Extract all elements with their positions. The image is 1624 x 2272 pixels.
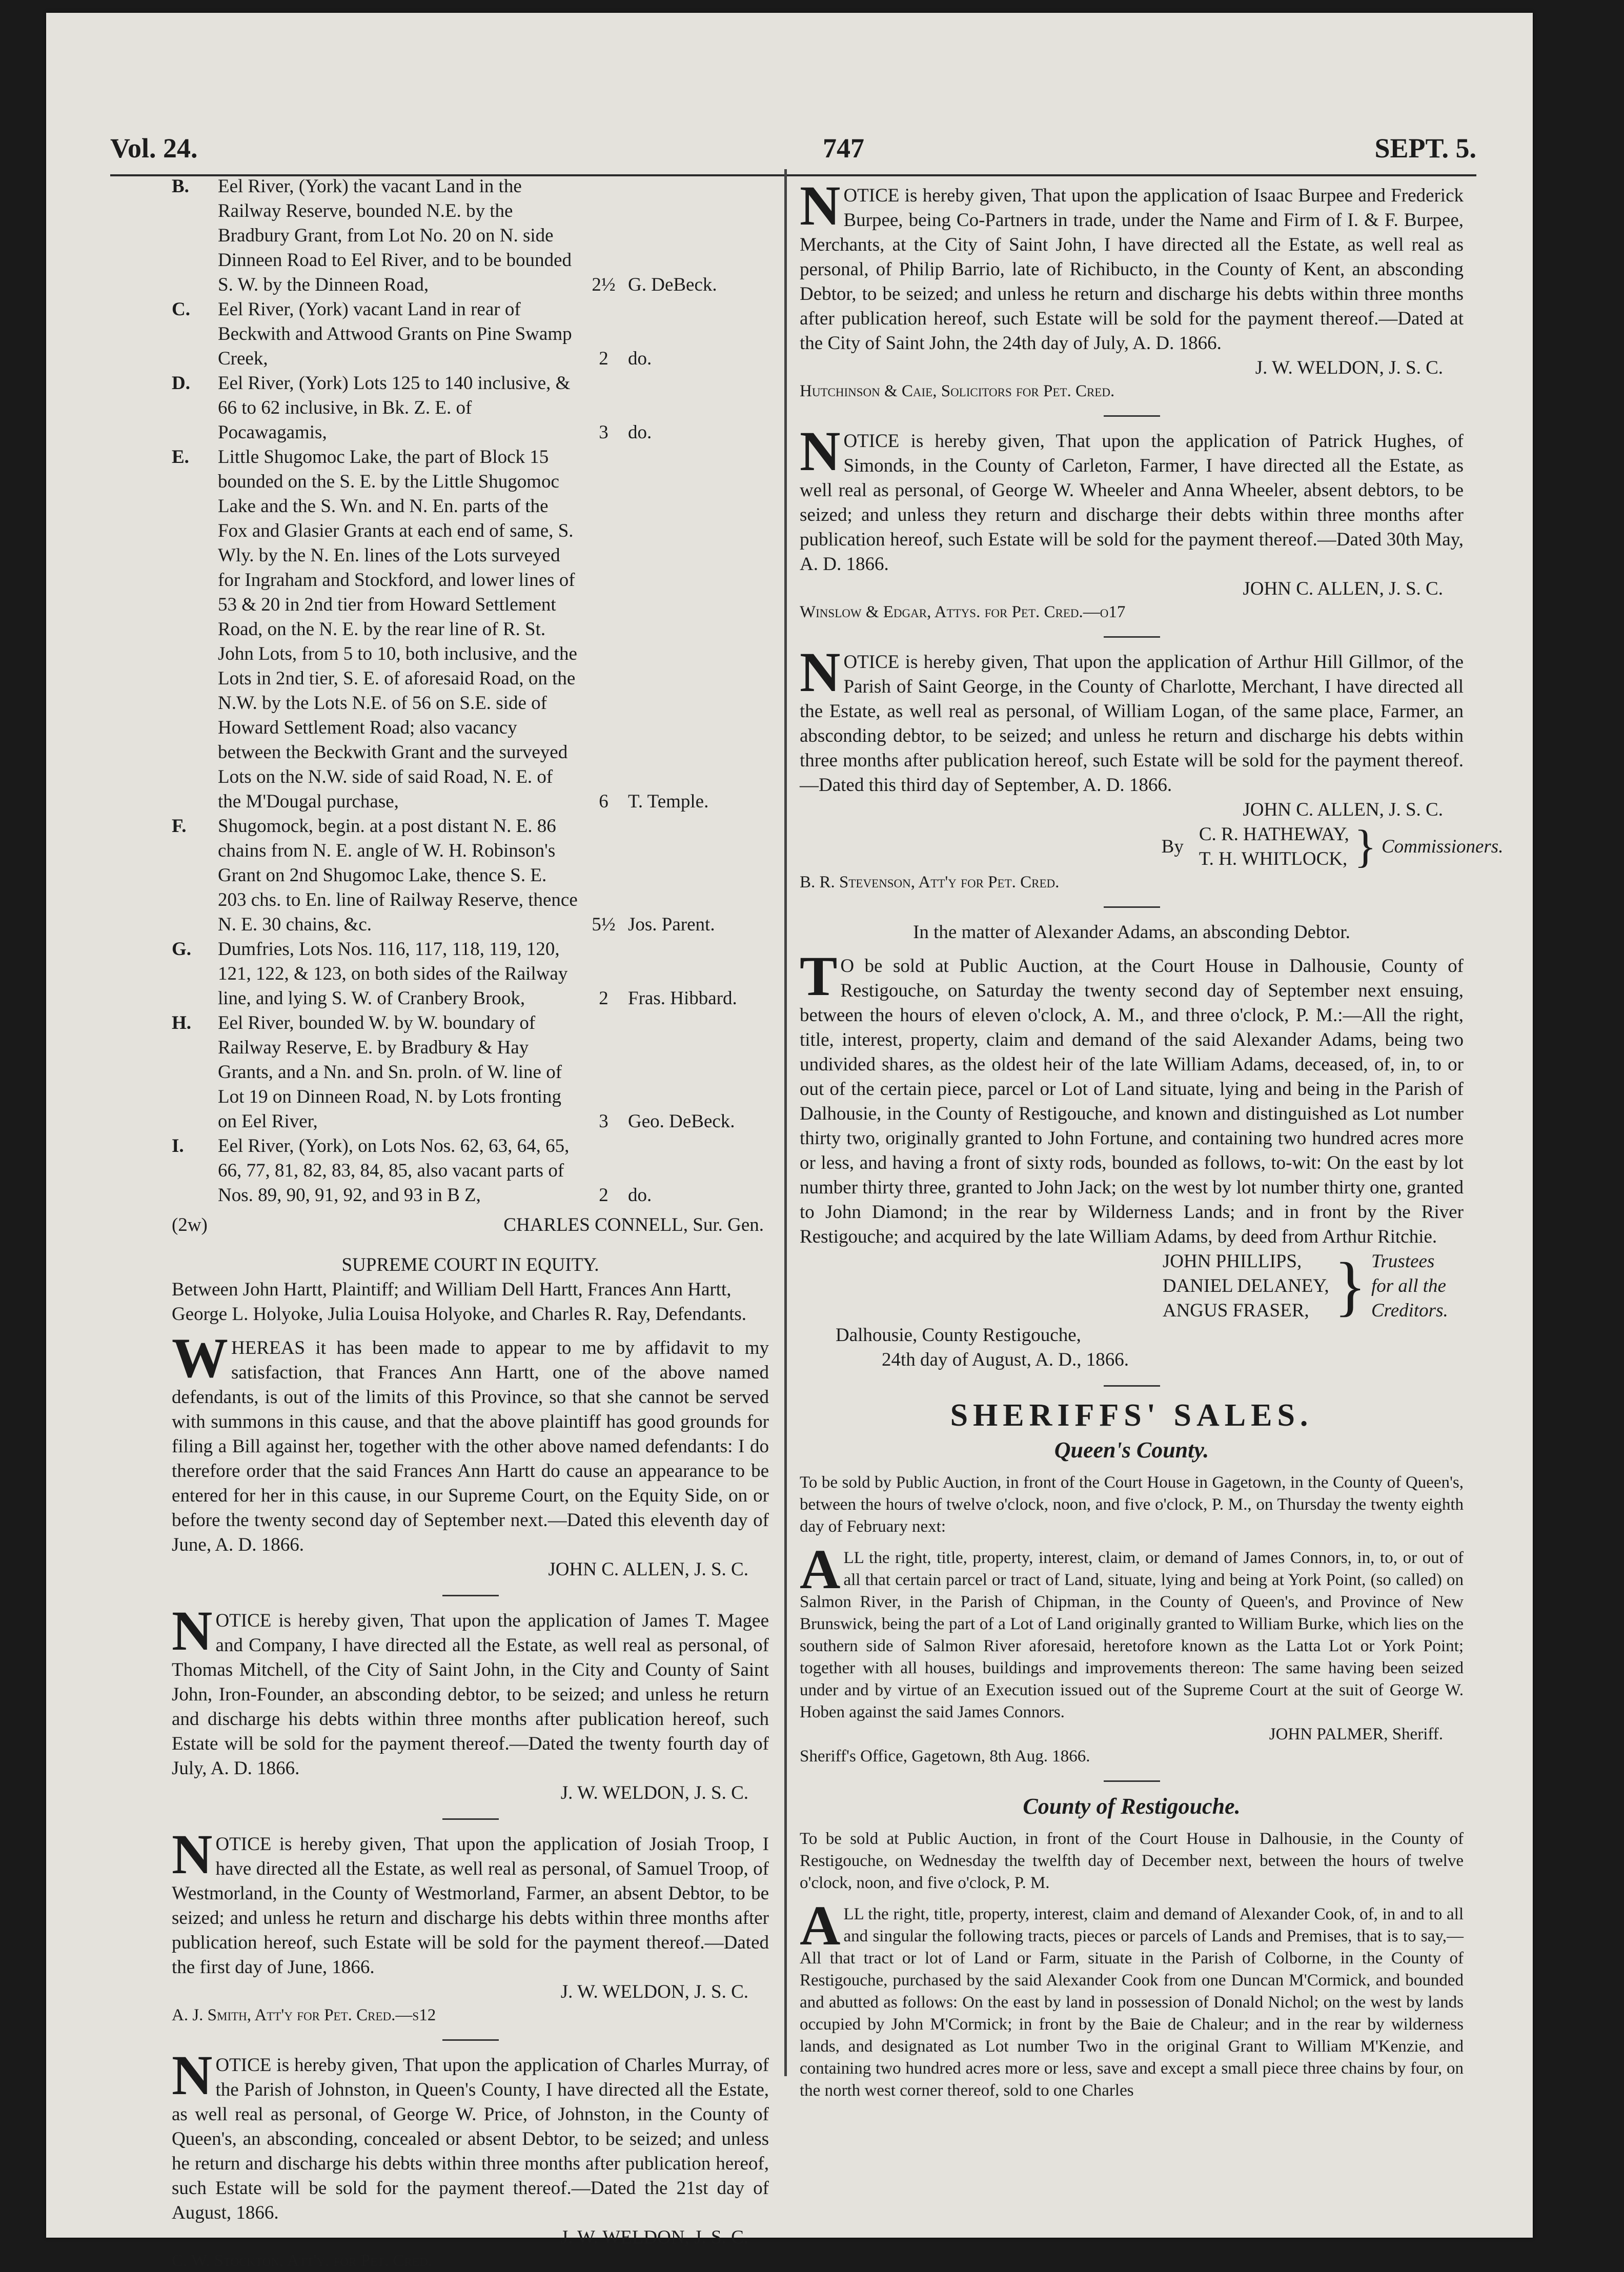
lot-o: G. DeBeck. xyxy=(628,274,717,295)
lot-d: Eel River, (York), on Lots Nos. 62, 63, 64, 65, 66, 77, 81, 82, 83, 84, 85, also vacant parts of Nos. 89, 90, 91, 92, and 93 in B Z, xyxy=(218,1135,570,1206)
lot-k: G. xyxy=(172,939,192,960)
left-notices xyxy=(172,1599,769,2272)
lot-entry xyxy=(172,937,769,1011)
insertion-tag: (2w) xyxy=(172,1214,208,1235)
notice-body: NOTICE is hereby given, That upon the application of Arthur Hill Gillmor, of the Parish of Saint George, in the County of Charlotte, Merchant, I have directed all the Estate, as well real as personal, of William Logan, of the same place, Farmer, an absconding debtor, to be seized; and unless he return and discharge his debts within three months after publication hereof, such Estate will be sold for the payment thereof.—Dated this third day of September, A. D. 1866. xyxy=(800,641,1464,796)
lot-o: do. xyxy=(628,422,652,443)
by-label: By xyxy=(1161,836,1184,857)
page-header xyxy=(110,118,1476,176)
lot-a: 2½ xyxy=(592,274,616,295)
issue-date: SEPT. 5. xyxy=(1374,133,1476,164)
lot-o: T. Temple. xyxy=(628,791,709,812)
lot-d: Eel River, (York) Lots 125 to 140 inclusive, & 66 to 62 inclusive, in Bk. Z. E. of Pocawagamis, xyxy=(218,373,571,443)
trustee-names: JOHN PHILLIPS, DANIEL DELANEY, ANGUS FRASER, xyxy=(1162,1251,1329,1321)
adams-place: Dalhousie, County Restigouche, xyxy=(836,1325,1081,1346)
notice-body: NOTICE is hereby given, That upon the application of Isaac Burpee and Frederick Burpee, being Co-Partners in trade, under the Name and Firm of I. & F. Burpee, Merchants, at the City of Saint John, I have directed all the Estate, as well real as personal, of Philip Barrio, late of Richibucto, in the County of Kent, an absconding Debtor, to be seized; and unless he return and discharge his debts within three months after publication hereof, such Estate will be sold for the payment thereof.—Dated at the City of Saint John, the 24th day of July, A. D. 1866. xyxy=(800,174,1464,354)
adams-date: 24th day of August, A. D., 1866. xyxy=(882,1349,1129,1370)
lot-k: B. xyxy=(172,176,189,197)
column-divider xyxy=(784,169,787,2076)
equity-parties: Between John Hartt, Plaintiff; and William Dell Hartt, Frances Ann Hartt, George L. Holyoke, Julia Louisa Holyoke, and Charles R. Ray, Defendants. xyxy=(172,1279,747,1325)
equity-body: WHEREAS it has been made to appear to me by affidavit to my satisfaction, that Frances Ann Hartt, one of the above named defendants, is out of the limits of this Province, so that she cannot be served with summons in this cause, and that the above plaintiff has good grounds for filing a Bill against her, together with the other above named defendants: I do therefore order that the said Frances Ann Hartt do cause an appearance to be entered for her in this cause, in our Supreme Court, on the Equity Side, on or before the twenty second day of September next.—Dated this eleventh day of June, A. D. 1866. xyxy=(172,1327,769,1555)
lot-a: 2 xyxy=(599,348,608,369)
lot-k: H. xyxy=(172,1012,192,1033)
right-notices xyxy=(800,174,1464,822)
lot-k: C. xyxy=(172,299,190,320)
notice-signature: J. W. WELDON, J. S. C. xyxy=(560,2227,748,2248)
surveyor-signature: CHARLES CONNELL, Sur. Gen. xyxy=(503,1214,764,1235)
lot-k: I. xyxy=(172,1135,184,1157)
connell-signature xyxy=(172,1213,769,1238)
brace-glyph-2: } xyxy=(1334,1249,1366,1323)
page-number: 747 xyxy=(823,133,864,164)
lot-entry xyxy=(172,174,769,297)
equity-signature: JOHN C. ALLEN, J. S. C. xyxy=(548,1559,748,1580)
notice-signature: JOHN C. ALLEN, J. S. C. xyxy=(1243,799,1443,820)
queens-intro: To be sold by Public Auction, in front of the Court House in Gagetown, in the County of Queen's, between the hours of twelve o'clock, noon, and five o'clock, P. M., on Thursday the twenty eighth day of February next: xyxy=(800,1473,1464,1536)
notice-attorney: Hutchinson & Caie, Solicitors for Pet. Cred. xyxy=(800,382,1115,400)
notice-rule xyxy=(1104,414,1160,418)
notice-signature: JOHN C. ALLEN, J. S. C. xyxy=(1243,578,1443,599)
adams-title: In the matter of Alexander Adams, an absconding Debtor. xyxy=(913,922,1350,943)
adams-body: TO be sold at Public Auction, at the Court House in Dalhousie, County of Restigouche, on Saturday the twenty second day of September next ensuing, between the hours of eleven o'clock, A. M., and three o'clock, P. M.:—All the right, title, interest, property, claim and demand of the said Alexander Adams, being two undivided shares, as the oldest heir of the late William Adams, deceased, of, in, to or out of the certain piece, parcel or Lot of Land situate, lying and being in the Parish of Dalhousie, in the County of Restigouche, and known and distinguished as Lot number thirty two, originally granted to John Fortune, and containing two hundred acres more or less, and having a front of sixty rods, bounded as follows, to-wit: On the east by lot number thirty three, granted to John Jack; on the west by lot number thirty one, granted to John Diamond; in the rear by Wilderness Lands; and in front by the River Restigouche; and acquired by the late William Adams, by deed from Arthur Ritchie. xyxy=(800,945,1464,1247)
notice-signature: J. W. WELDON, J. S. C. xyxy=(1255,357,1443,378)
lot-k: F. xyxy=(172,816,187,837)
lot-entry xyxy=(172,445,769,814)
lot-o: do. xyxy=(628,348,652,369)
lot-d: Dumfries, Lots Nos. 116, 117, 118, 119, 120, 121, 122, & 123, on both sides of the Railway line, and lying S. W. of Cranbery Brook, xyxy=(218,939,568,1009)
lot-entry xyxy=(172,371,769,445)
lot-entry xyxy=(172,297,769,371)
queens-body: ALL the right, title, property, interest, claim, or demand of James Connors, in, to, or out of all that certain parcel or tract of Land, situate, lying and being at York Point, (so called) on Salmon River, in the Parish of Chipman, in the County of Queen's, and Province of New Brunswick, being the part of a Lot of Land originally granted to William Burke, which lies on the southern side of Salmon River aforesaid, heretofore known as the Latta Lot or York Point; together with all houses, buildings and improvements thereon: The same having been seized under and by virtue of an Execution issued out of the Supreme Court at the suit of George W. Hoben against the said James Connors. xyxy=(800,1538,1464,1721)
notice-attorney: Winslow & Edgar, Attys. for Pet. Cred.—o17 xyxy=(800,603,1126,621)
lot-entry xyxy=(172,1134,769,1208)
lot-o: Geo. DeBeck. xyxy=(628,1111,735,1132)
queens-sheriff: JOHN PALMER, Sheriff. xyxy=(1269,1725,1443,1743)
commissioners-block xyxy=(800,821,1504,872)
trustees-role: Trustees for all the Creditors. xyxy=(1371,1251,1448,1321)
sheriffs-sales-title: SHERIFFS' SALES. xyxy=(950,1398,1313,1433)
notice-body: NOTICE is hereby given, That upon the application of James T. Magee and Company, I have directed all the Estate, as well real as personal, of Thomas Mitchell, of the City of Saint John, in the City and County of Saint John, Iron-Founder, an absconding debtor, to be seized; and unless he return and discharge his debts within three months after publication hereof, such Estate will be sold for the payment thereof.—Dated the twenty fourth day of July, A. D. 1866. xyxy=(172,1599,769,1779)
lot-a: 2 xyxy=(599,988,608,1009)
left-column xyxy=(172,174,769,2272)
rule-divider-2 xyxy=(1104,905,1160,909)
notice-signature: J. W. WELDON, J. S. C. xyxy=(560,1981,748,2002)
lot-a: 3 xyxy=(599,422,608,443)
volume-label: Vol. 24. xyxy=(110,133,198,164)
lot-d: Eel River, (York) the vacant Land in the Railway Reserve, bounded N.E. by the Bradbury Grant, from Lot No. 20 on N. side Dinneen Road to Eel River, and to be bounded S. W. by the Dinneen Road, xyxy=(218,176,572,295)
lot-o: Fras. Hibbard. xyxy=(628,988,737,1009)
lot-o: Jos. Parent. xyxy=(628,914,715,935)
notice-rule xyxy=(442,2038,499,2042)
lot-a: 6 xyxy=(599,791,608,812)
lot-d: Little Shugomoc Lake, the part of Block 15 bounded on the S. E. by the Little Shugomoc Lake and the S. Wn. and N. En. parts of the Fox and Glasier Grants at each end of same, S. Wly. by the N. En. lines of the Lots surveyed for Ingraham and Stockford, and lower lines of 53 & 20 in 2nd tier from Howard Settlement Road, on the N. E. by the rear line of R. St. John Lots, from 5 to 10, both inclusive, and the Lots in 2nd tier, S. E. of aforesaid Road, on the N.W. by the Lots N.E. of 56 on S.E. side of Howard Settlement Road; also vacancy between the Beckwith Grant and the surveyed Lots on the N.W. side of said Road, N. E. of the M'Dougal purchase, xyxy=(218,447,577,812)
rule-divider xyxy=(442,1593,499,1597)
queens-date: Sheriff's Office, Gagetown, 8th Aug. 1866. xyxy=(800,1747,1090,1766)
commissioner-names: C. R. HATHEWAY, T. H. WHITLOCK, xyxy=(1199,824,1349,869)
restigouche-body: ALL the right, title, property, interest, claim and demand of Alexander Cook, of, in and to all and singular the following tracts, pieces or parcels of Lands and Premises, that is to say,—All that tract or lot of Land or Farm, situate in the Parish of Colborne, in the County of Restigouche, purchased by the said Alexander Cook from one Duncan M'Cormick, and bounded and abutted as follows: On the east by land in possession of Donald Nichol; on the west by lands occupied by John M'Cormick; in front by the Baie de Chaleur; and in the rear by wilderness lands, and designated as Lot number Two in the original Grant to William M'Kenzie, and containing two hundred acres more or less, save and except a small piece three chains by four, on the north west corner thereof, sold to one Charles xyxy=(800,1894,1464,2100)
right-column xyxy=(800,174,1504,2102)
notice-body: NOTICE is hereby given, That upon the application of Josiah Troop, I have directed all the Estate, as well real as personal, of Samuel Troop, of Westmorland, in the County of Westmorland, Farmer, an absent Debtor, to be seized; and unless he return and discharge his debts within three months after publication hereof, such Estate will be sold for the payment thereof.—Dated the first day of June, 1866. xyxy=(172,1823,769,1978)
stevenson-attorney: B. R. Stevenson, Att'y for Pet. Cred. xyxy=(800,873,1060,891)
lot-list xyxy=(172,174,769,1208)
lot-entry xyxy=(172,814,769,937)
equity-title: SUPREME COURT IN EQUITY. xyxy=(341,1254,599,1275)
lot-k: E. xyxy=(172,447,189,468)
notice-signature: J. W. WELDON, J. S. C. xyxy=(560,1782,748,1803)
brace-glyph: } xyxy=(1354,821,1376,872)
queens-county-heading: Queen's County. xyxy=(1054,1437,1209,1463)
rule-divider-4 xyxy=(1104,1779,1160,1783)
lot-entry xyxy=(172,1011,769,1134)
restigouche-intro: To be sold at Public Auction, in front of the Court House in Dalhousie, in the County of Restigouche, on Wednesday the twelfth day of December next, between the hours of twelve o'clock, noon, and five o'clock, P. M. xyxy=(800,1830,1464,1892)
notice-rule xyxy=(442,1817,499,1821)
lot-k: D. xyxy=(172,373,190,394)
lot-d: Eel River, (York) vacant Land in rear of Beckwith and Attwood Grants on Pine Swamp Creek, xyxy=(218,299,572,369)
lot-a: 2 xyxy=(599,1185,608,1206)
restigouche-heading: County of Restigouche. xyxy=(1023,1794,1241,1819)
notice-attorney: A. J. Smith, Att'y for Pet. Cred.—s12 xyxy=(172,2006,436,2024)
notice-attorney: C. W. Stockton, Att'y. for Pet. Cred. xyxy=(172,2251,432,2270)
lot-d: Shugomock, begin. at a post distant N. E. 86 chains from N. E. angle of W. H. Robinson's Grant on 2nd Shugomoc Lake, thence S. E. 203 chs. to En. line of Railway Reserve, thence N. E. 30 chains, &c. xyxy=(218,816,578,935)
lot-a: 5½ xyxy=(592,914,616,935)
lot-a: 3 xyxy=(599,1111,608,1132)
notice-body: NOTICE is hereby given, That upon the application of Charles Murray, of the Parish of Johnston, in Queen's County, I have directed all the Estate, as well real as personal, of George W. Price, of Johnston, in the County of Queen's, an absconding, concealed or absent Debtor, to be seized; and unless he return and discharge his debts within three months after publication hereof, such Estate will be sold for the payment thereof.—Dated the 21st day of August, 1866. xyxy=(172,2044,769,2223)
notice-body: NOTICE is hereby given, That upon the application of Patrick Hughes, of Simonds, in the County of Carleton, Farmer, I have directed all the Estate, as well real as personal, of George W. Wheeler and Anna Wheeler, absent debtors, to be seized; and unless they return and discharge their debts within three months after publication hereof, such Estate will be sold for the payment thereof.—Dated 30th May, A. D. 1866. xyxy=(800,420,1464,575)
notice-rule xyxy=(1104,635,1160,639)
commissioners-role: Commissioners. xyxy=(1382,836,1504,857)
trustees-block xyxy=(800,1249,1464,1323)
lot-o: do. xyxy=(628,1185,652,1206)
lot-d: Eel River, bounded W. by W. boundary of Railway Reserve, E. by Bradbury & Hay Grants, and a Nn. and Sn. proln. of W. line of Lot 19 on Dinneen Road, N. by Lots fronting on Eel River, xyxy=(218,1012,562,1132)
rule-divider-3 xyxy=(1104,1384,1160,1388)
